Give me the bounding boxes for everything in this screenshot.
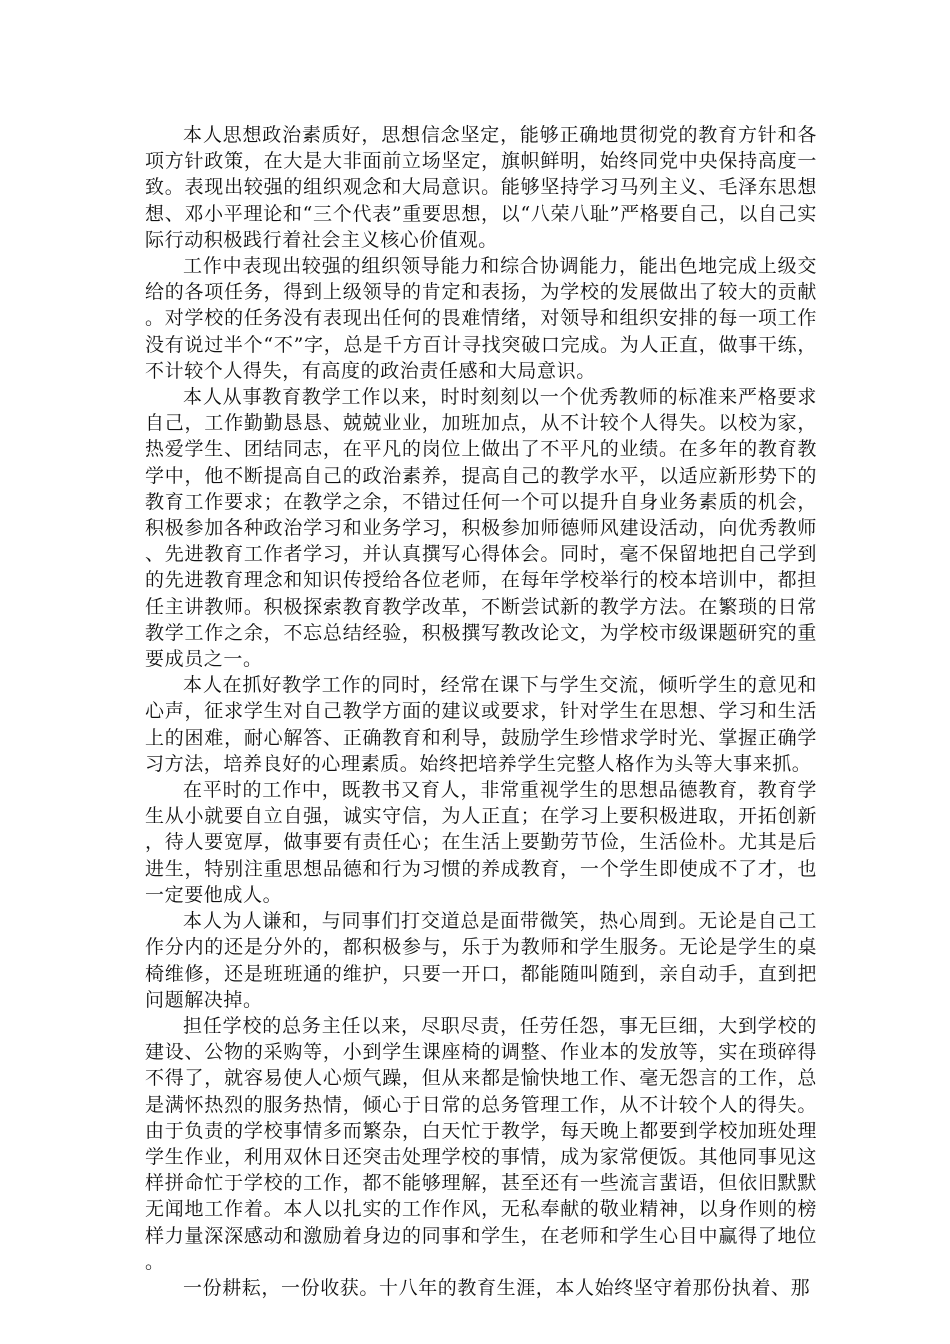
paragraph-political-quality: 本人思想政治素质好，思想信念坚定，能够正确地贯彻党的教育方针和各项方针政策，在大是大非面前立场坚定，旗帜鲜明，始终同党中央保持高度一致。表现出较强的组织观念和大局意识。能够坚持学习马列主义、毛泽东思想想、邓小平理论和“三个代表”重要思想，以“八荣八耻”严格要自己，以自己实际行动积极践行着社会主义核心价值观。 <box>145 124 817 251</box>
paragraph-leadership: 工作中表现出较强的组织领导能力和综合协调能力，能出色地完成上级交给的各项任务，得到上级领导的肯定和表扬，为学校的发展做出了较大的贡献。对学校的任务没有表现出任何的畏难情绪，对领导和组织安排的每一项工作没有说过半个“不”字，总是千方百计寻找突破口完成。为人正直，做事干练，不计较个人得失，有高度的政治责任感和大局意识。 <box>145 255 817 382</box>
paragraph-general-affairs: 担任学校的总务主任以来，尽职尽责，任劳任怨，事无巨细，大到学校的建设、公物的采购等，小到学生课座椅的调整、作业本的发放等，实在琐碎得不得了，就容易使人心烦气躁，但从来都是愉快地工作、毫无怨言的工作，总是满怀热烈的服务热情，倾心于日常的总务管理工作，从不计较个人的得失。由于负责的学校事情多而繁杂，白天忙于教学，每天晚上都要到学校加班处理学生作业，利用双休日还突击处理学校的事情，成为家常便饭。其他同事见这样拼命忙于学校的工作，都不能够理解，甚至还有一些流言蜚语，但依旧默默无闻地工作着。本人以扎实的工作作风，无私奉献的敬业精神，以身作则的榜样力量深深感动和激励着身边的同事和学生，在老师和学生心目中赢得了地位。 <box>145 1014 817 1273</box>
paragraph-conclusion: 一份耕耘，一份收获。十八年的教育生涯，本人始终坚守着那份执着、那 <box>183 1276 811 1299</box>
paragraph-student-communication: 本人在抓好教学工作的同时，经常在课下与学生交流，倾听学生的意见和心声，征求学生对自己教学方面的建议或要求，针对学生在思想、学习和生活上的困难，耐心解答、正确教育和利导，鼓励学生珍惜求学时光、掌握正确学习方法，培养良好的心理素质。始终把培养学生完整人格作为头等大事来抓。 <box>145 674 817 775</box>
document-body <box>145 122 817 1301</box>
paragraph-teaching-work: 本人从事教育教学工作以来，时时刻刻以一个优秀教师的标准来严格要求自己，工作勤勤恳恳、兢兢业业，加班加点，从不计较个人得失。以校为家，热爱学生、团结同志，在平凡的岗位上做出了不平凡的业绩。在多年的教育教学中，他不断提高自己的政治素养，提高自己的教学水平，以适应新形势下的教育工作要求；在教学之余，不错过任何一个可以提升自身业务素质的机会，积极参加各种政治学习和业务学习，积极参加师德师风建设活动，向优秀教师、先进教育工作者学习，并认真撰写心得体会。同时，毫不保留地把自己学到的先进教育理念和知识传授给各位老师，在每年学校举行的校本培训中，都担任主讲教师。积极探索教育教学改革，不断尝试新的教学方法。在繁琐的日常教学工作之余，不忘总结经验，积极撰写教改论文，为学校市级课题研究的重要成员之一。 <box>145 386 817 671</box>
paragraph-colleague-relations: 本人为人谦和，与同事们打交道总是面带微笑，热心周到。无论是自己工作分内的还是分外的，都积极参与，乐于为教师和学生服务。无论是学生的桌椅维修，还是班班通的维护，只要一开口，都能随叫随到，亲自动手，直到把问题解决掉。 <box>145 910 817 1011</box>
paragraph-moral-education: 在平时的工作中，既教书又育人，非常重视学生的思想品德教育，教育学生从小就要自立自强，诚实守信，为人正直；在学习上要积极进取，开拓创新，待人要宽厚，做事要有责任心；在生活上要勤劳节俭，生活俭朴。尤其是后进生，特别注重思想品德和行为习惯的养成教育，一个学生即使成不了才，也一定要他成人。 <box>145 779 817 906</box>
